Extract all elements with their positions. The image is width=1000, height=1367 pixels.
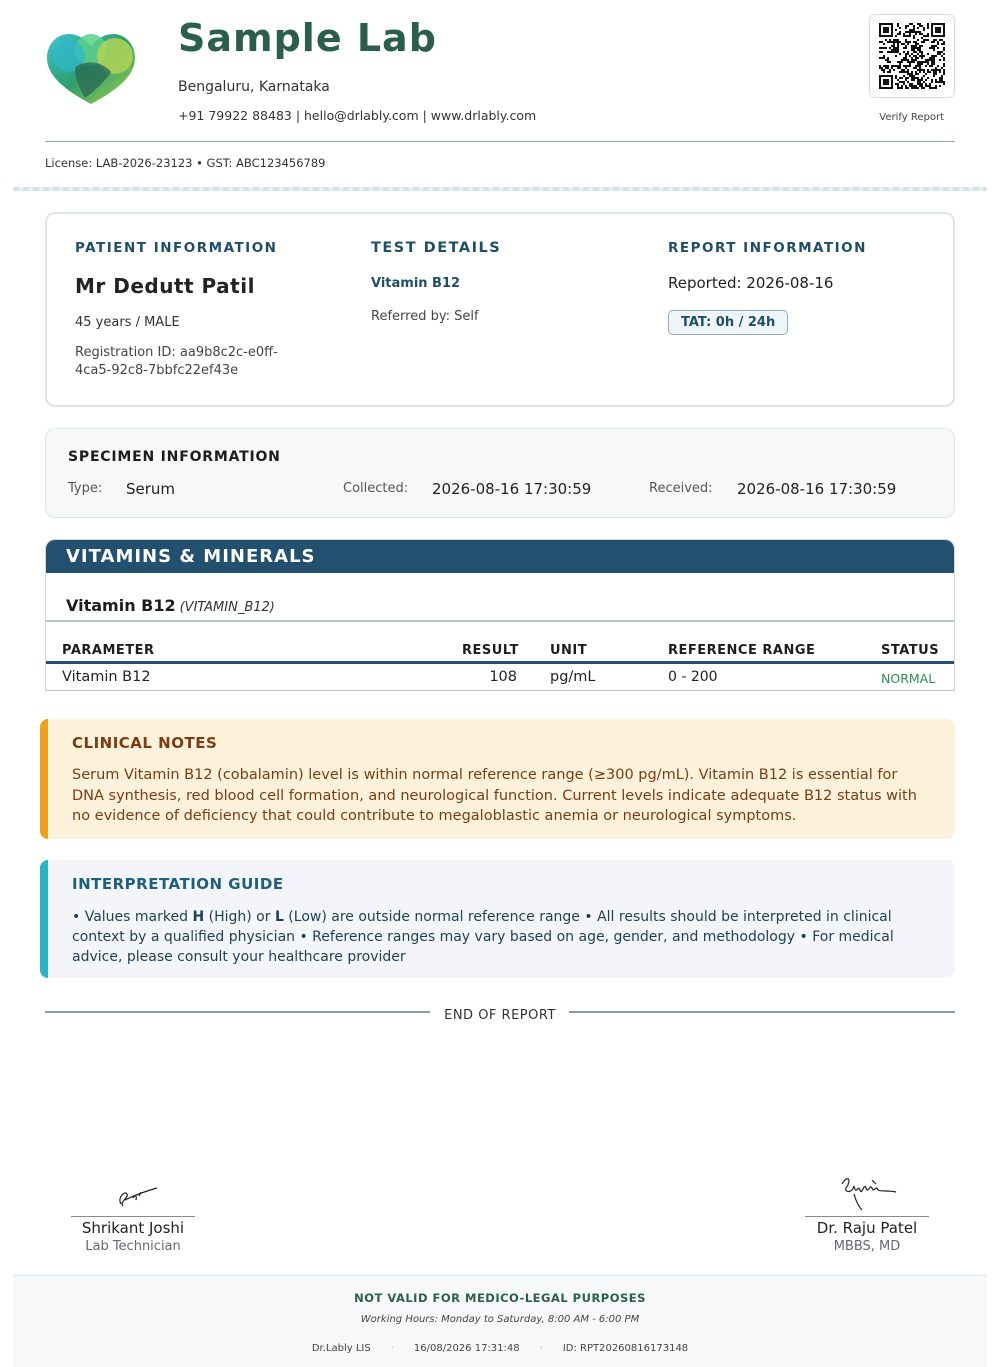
signature-line: [71, 1216, 195, 1217]
col-header-reference-range: REFERENCE RANGE: [668, 643, 816, 658]
license-info: License: LAB-2026-23123 • GST: ABC123456789: [45, 156, 326, 170]
interpretation-guide-text: [72, 907, 932, 967]
signatory-role: MBBS, MD: [833, 1239, 901, 1254]
patient-age-gender: 45 years / MALE: [75, 315, 180, 330]
guide-text-3: (Low) are outside normal reference range • All results should be interpreted in clinical context by a qualified physician • Reference ranges may vary based on age, gender, and methodology • For medical advice, please consult your healthcare provider: [72, 909, 894, 965]
specimen-type-value: Serum: [126, 480, 176, 498]
specimen-heading: SPECIMEN INFORMATION: [68, 449, 281, 465]
qr-code-icon: [879, 23, 945, 89]
guide-high-marker: H: [192, 909, 205, 925]
lab-city: Bengaluru, Karnataka: [178, 79, 330, 95]
clinical-notes-heading: CLINICAL NOTES: [72, 734, 218, 752]
test-details: [371, 240, 501, 324]
collected-value: 2026-08-16 17:30:59: [432, 480, 592, 498]
patient-info-heading: PATIENT INFORMATION: [75, 240, 278, 256]
interpretation-guide-heading: INTERPRETATION GUIDE: [72, 875, 284, 893]
lab-name: Sample Lab: [178, 16, 437, 60]
footer-meta: [13, 1343, 987, 1354]
received-value: 2026-08-16 17:30:59: [737, 480, 897, 498]
signatory-role: Lab Technician: [85, 1239, 181, 1254]
signatory-name: Shrikant Joshi: [81, 1219, 185, 1237]
specimen-type-label: Type:: [68, 481, 103, 496]
guide-text-1: • Values marked: [72, 909, 193, 925]
report-footer: [13, 1275, 987, 1367]
patient-name: Mr Dedutt Patil: [75, 274, 255, 298]
registration-id: Registration ID: aa9b8c2c-e0ff-4ca5-92c8-7bbfc22ef43e: [75, 345, 278, 378]
footer-disclaimer: NOT VALID FOR MEDICO-LEGAL PURPOSES: [354, 1291, 646, 1305]
footer-dot-separator: ·: [539, 1343, 543, 1354]
report-info: [668, 240, 867, 335]
test-title: [66, 596, 275, 615]
verify-report-label: Verify Report: [879, 112, 944, 123]
lab-contact: +91 79922 88483 | hello@drlably.com | www.drlably.com: [178, 108, 537, 123]
end-of-report-label: END OF REPORT: [444, 1008, 556, 1023]
collected-label: Collected:: [343, 481, 409, 496]
section-header: VITAMINS & MINERALS: [46, 540, 954, 573]
verify-qr-code[interactable]: [869, 14, 955, 98]
signature-icon: [103, 1170, 163, 1212]
footer-hours: Working Hours: Monday to Saturday, 8:00 AM - 6:00 PM: [360, 1314, 640, 1325]
specimen-card: [45, 428, 955, 518]
info-card: [45, 212, 955, 407]
signature-line: [805, 1216, 929, 1217]
end-of-report: [45, 1007, 955, 1027]
referred-by: Referred by: Self: [371, 309, 479, 324]
footer-system: Dr.Lably LIS: [311, 1343, 371, 1354]
patient-info: [75, 240, 285, 380]
row-result: 108: [489, 669, 517, 685]
header-divider: [13, 187, 987, 191]
col-header-result: RESULT: [462, 643, 519, 658]
tat-badge: TAT: 0h / 24h: [668, 310, 788, 335]
test-separator: [46, 620, 955, 622]
status-badge: NORMAL: [881, 671, 936, 686]
guide-text-2: (High) or: [204, 909, 275, 925]
lab-logo-icon: [45, 28, 137, 108]
row-parameter: Vitamin B12: [62, 669, 151, 685]
col-header-parameter: PARAMETER: [62, 643, 155, 658]
guide-low-marker: L: [274, 909, 284, 925]
reported-date: Reported: 2026-08-16: [668, 274, 834, 292]
clinical-notes-text: Serum Vitamin B12 (cobalamin) level is within normal reference range (≥300 pg/mL). Vitamin B12 is essential for DNA synthesis, red blood cell formation, and neurological function. Current levels indicate adequate B12 status with no evidence of deficiency that could contribute to megaloblastic anemia or neurological symptoms.: [72, 767, 917, 824]
signatory-name: Dr. Raju Patel: [816, 1219, 918, 1237]
test-details-heading: TEST DETAILS: [371, 240, 502, 256]
footer-report-id: ID: RPT20260816173148: [562, 1343, 689, 1354]
header-underline: [45, 661, 955, 664]
test-code: (VITAMIN_B12): [179, 600, 275, 615]
test-title-name: Vitamin B12: [66, 596, 176, 615]
signature-icon: [832, 1170, 902, 1212]
signature-technician: [71, 1170, 195, 1254]
row-unit: pg/mL: [550, 669, 596, 685]
footer-timestamp: 16/08/2026 17:31:48: [413, 1343, 520, 1354]
col-header-unit: UNIT: [550, 643, 588, 658]
interpretation-guide: [40, 860, 955, 978]
signature-doctor: [805, 1170, 929, 1254]
row-reference-range: 0 - 200: [668, 669, 718, 685]
footer-dot-separator: ·: [390, 1343, 394, 1354]
col-header-status: STATUS: [881, 643, 940, 658]
results-section: [45, 539, 955, 691]
test-name: Vitamin B12: [371, 276, 461, 291]
report-info-heading: REPORT INFORMATION: [668, 240, 867, 256]
report-header: [45, 14, 955, 142]
received-label: Received:: [649, 481, 713, 496]
clinical-notes: [40, 719, 955, 839]
